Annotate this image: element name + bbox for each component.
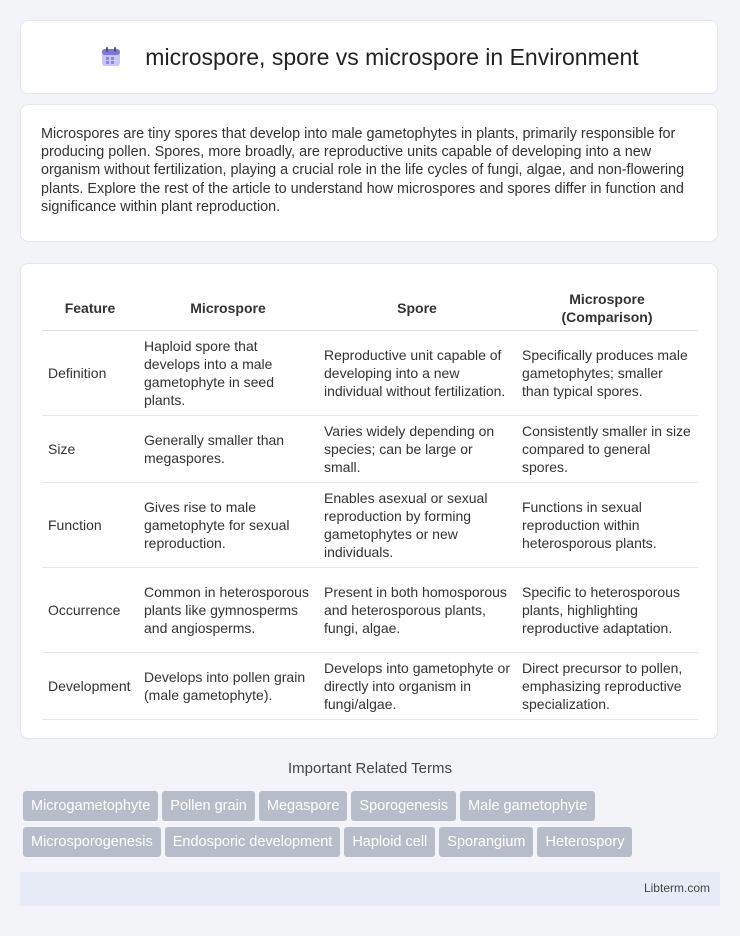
table-cell: Develops into pollen grain (male gametophyte). [138,653,318,720]
intro-paragraph: Microspores are tiny spores that develop into male gametophytes in plants, primarily responsible for producing pollen. Spores, more broadly, are reproductive units capable of developing into a new organism without fertilization, playing a crucial role in the life cycles of fungi, algae, and non-flowering plants. Explore the rest of the article to understand how microspores and spores differ in function and significance within plant reproduction. [41,126,685,215]
related-term-tag[interactable]: Pollen grain [162,791,255,821]
title-card [20,20,718,94]
table-cell: Develops into gametophyte or directly into organism in fungi/algae. [318,653,516,720]
table-cell: Direct precursor to pollen, emphasizing reproductive specialization. [516,653,698,720]
calendar-icon [99,45,123,69]
header-cell: Feature [42,286,138,331]
table-cell: Enables asexual or sexual reproduction by forming gametophytes or new individuals. [318,483,516,568]
related-term-tag[interactable]: Sporogenesis [351,791,456,821]
comparison-table [42,286,698,720]
related-terms-heading: Important Related Terms [288,760,452,777]
table-cell: Size [42,416,138,483]
header-cell: Microspore [138,286,318,331]
intro-card [20,104,718,242]
table-cell: Definition [42,331,138,416]
related-term-tag[interactable]: Male gametophyte [460,791,595,821]
table-row [42,331,698,416]
table-cell: Consistently smaller in size compared to general spores. [516,416,698,483]
related-term-tag[interactable]: Heterospory [537,827,632,857]
table-cell: Generally smaller than megaspores. [138,416,318,483]
footer-link[interactable]: Libterm.com [643,881,710,895]
page-title: microspore, spore vs microspore in Environment [145,43,639,70]
table-cell: Present in both homosporous and heterosporous plants, fungi, algae. [318,568,516,653]
comparison-card [20,263,718,739]
related-term-tag[interactable]: Megaspore [259,791,348,821]
related-terms-list [23,791,723,863]
table-cell: Function [42,483,138,568]
header-cell: Microspore (Comparison) [516,286,698,331]
table-cell: Specifically produces male gametophytes; smaller than typical spores. [516,331,698,416]
table-cell: Reproductive unit capable of developing into a new individual without fertilization. [318,331,516,416]
table-cell: Gives rise to male gametophyte for sexual reproduction. [138,483,318,568]
related-term-tag[interactable]: Microgametophyte [23,791,158,821]
table-cell: Specific to heterosporous plants, highlighting reproductive adaptation. [516,568,698,653]
table-cell: Development [42,653,138,720]
table-row [42,483,698,568]
related-term-tag[interactable]: Haploid cell [344,827,435,857]
table-row [42,653,698,720]
header-cell: Spore [318,286,516,331]
table-row [42,568,698,653]
table-cell: Haploid spore that develops into a male gametophyte in seed plants. [138,331,318,416]
related-term-tag[interactable]: Microsporogenesis [23,827,161,857]
table-cell: Varies widely depending on species; can be large or small. [318,416,516,483]
table-cell: Functions in sexual reproduction within heterosporous plants. [516,483,698,568]
table-row [42,416,698,483]
table-header-row [42,286,698,331]
related-term-tag[interactable]: Sporangium [439,827,533,857]
footer [20,872,720,906]
related-term-tag[interactable]: Endosporic development [165,827,341,857]
table-cell: Common in heterosporous plants like gymnosperms and angiosperms. [138,568,318,653]
table-cell: Occurrence [42,568,138,653]
